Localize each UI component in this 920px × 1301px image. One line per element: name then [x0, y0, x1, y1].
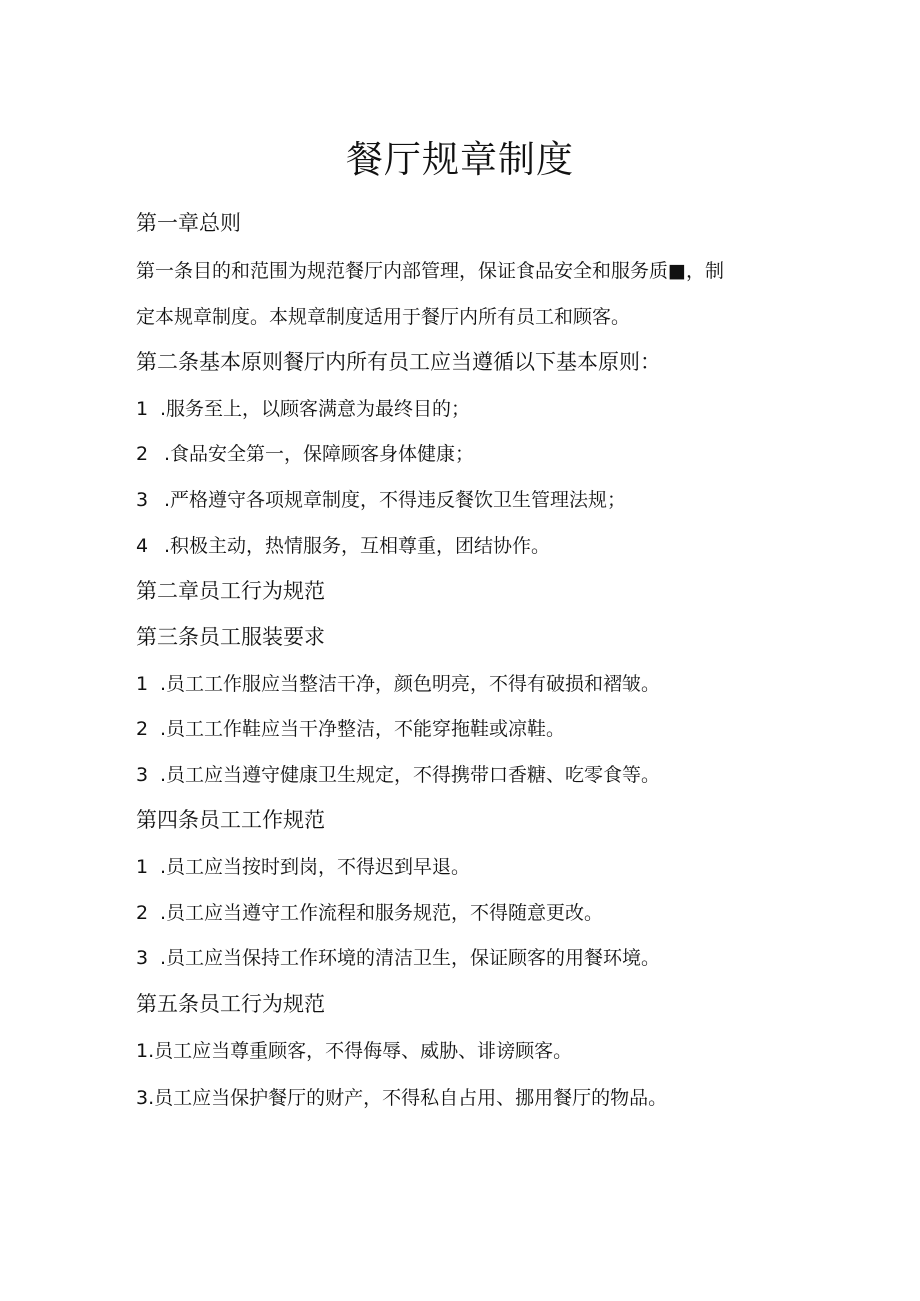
- list-item-number: 1: [136, 673, 149, 695]
- list-item: 3.员工应当保护餐厅的财产，不得私自占用、挪用餐厅的物品。: [136, 1087, 668, 1109]
- article-3-heading: 第三条员工服装要求: [136, 625, 325, 649]
- list-item: [136, 485, 626, 515]
- list-item: [136, 852, 470, 882]
- list-item-text: .积极主动，热情服务，互相尊重，团结协作。: [164, 535, 551, 557]
- list-item-number: 3: [136, 764, 149, 786]
- list-item: [136, 394, 470, 424]
- document-title: 餐厅规章制度: [346, 138, 574, 181]
- list-item-text: .员工应当按时到岗，不得迟到早退。: [160, 856, 471, 878]
- list-item-number: 2: [136, 902, 149, 924]
- chapter-2-heading: 第二章员工行为规范: [136, 579, 325, 603]
- list-item-text: .员工工作服应当整洁干净，颜色明亮，不得有破损和褶皱。: [160, 673, 661, 695]
- list-item: [136, 714, 565, 744]
- list-item: [136, 439, 474, 469]
- list-item-number: 4: [136, 535, 149, 557]
- list-item-text: .员工应当保持工作环境的清洁卫生，保证顾客的用餐环境。: [160, 947, 661, 969]
- list-item-text: .食品安全第一，保障顾客身体健康；: [164, 443, 475, 465]
- list-item: [136, 943, 660, 973]
- list-item: [136, 531, 550, 561]
- list-item-number: 3: [136, 489, 149, 511]
- list-item-number: 1: [136, 398, 149, 420]
- list-item-number: 3: [136, 947, 149, 969]
- list-item: [136, 760, 660, 790]
- article-5-heading: 第五条员工行为规范: [136, 992, 325, 1016]
- list-item-number: 2: [136, 443, 149, 465]
- list-item: [136, 669, 660, 699]
- article-2-heading: 第二条基本原则餐厅内所有员工应当遵循以下基本原则：: [136, 350, 661, 374]
- article-4-heading: 第四条员工工作规范: [136, 808, 325, 832]
- list-item-text: .服务至上，以顾客满意为最终目的；: [160, 398, 471, 420]
- list-item: [136, 898, 603, 928]
- list-item-text: .员工工作鞋应当干净整洁，不能穿拖鞋或凉鞋。: [160, 718, 566, 740]
- article-1-line-1: 第一条目的和范围为规范餐厅内部管理，保证食品安全和服务质■，制: [136, 260, 724, 282]
- list-item-text: .员工应当遵守健康卫生规定，不得携带口香糖、吃零食等。: [160, 764, 661, 786]
- list-item: 1.员工应当尊重顾客，不得侮辱、威胁、诽谤顾客。: [136, 1040, 573, 1062]
- list-item-number: 2: [136, 718, 149, 740]
- list-item-number: 1: [136, 856, 149, 878]
- chapter-1-heading: 第一章总则: [136, 211, 241, 235]
- list-item-text: .员工应当遵守工作流程和服务规范，不得随意更改。: [160, 902, 604, 924]
- list-item-text: .严格遵守各项规章制度，不得违反餐饮卫生管理法规；: [164, 489, 627, 511]
- article-1-line-2: 定本规章制度。本规章制度适用于餐厅内所有员工和顾客。: [136, 306, 631, 328]
